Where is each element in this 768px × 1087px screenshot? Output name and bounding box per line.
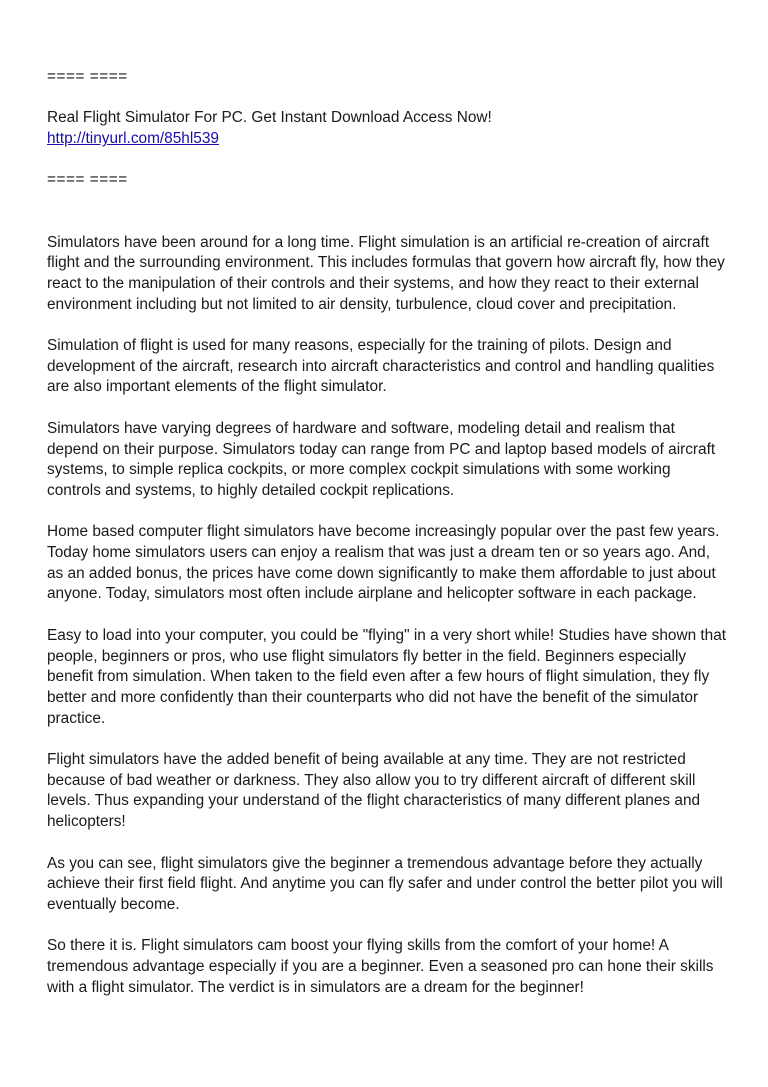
paragraph-7 xyxy=(47,854,727,916)
paragraph-text: As you can see, flight simulators give the beginner a tremendous advantage before they actually achieve their first field flight. And anytime you can fly safer and under control the better pilot you will eventually become. xyxy=(47,854,723,913)
spacer xyxy=(47,605,727,626)
paragraph-text: Flight simulators have the added benefit of being available at any time. They are not restricted because of bad weather or darkness. They also allow you to try different aircraft of different skill levels. Thus expanding your understand of the flight characteristics of many different planes and helicopters! xyxy=(47,751,701,831)
paragraph-text: So there it is. Flight simulators cam boost your flying skills from the comfort of your home! A tremendous advantage especially if you are a beginner. Even a seasoned pro can hone their skills with a flight simulator. The verdict is in simulators are a dream for the beginner! xyxy=(47,937,714,996)
document-body xyxy=(47,67,727,998)
spacer xyxy=(47,315,727,336)
paragraph-text: Easy to load into your computer, you could be "flying" in a very short while! Studies have shown that people, beginners or pros, who use flight simulators fly better in the field. Beginners especially benefit from simulation. When taken to the field even after a few hours of flight simulation, they fly better and more confidently than their counterparts who did not have the benefit of the simulator practice. xyxy=(47,626,727,727)
paragraph-1 xyxy=(47,233,727,316)
paragraph-2 xyxy=(47,336,727,398)
spacer xyxy=(47,88,727,109)
spacer xyxy=(47,502,727,523)
spacer xyxy=(47,729,727,750)
spacer xyxy=(47,191,727,232)
separator-bottom: ==== ==== xyxy=(47,171,128,189)
paragraph-8 xyxy=(47,936,727,998)
spacer xyxy=(47,398,727,419)
spacer xyxy=(47,833,727,854)
separator-top: ==== ==== xyxy=(47,68,128,85)
spacer xyxy=(47,150,727,171)
promo-link[interactable]: http://tinyurl.com/85hl539 xyxy=(47,130,219,148)
paragraph-5 xyxy=(47,626,727,730)
promo-line: Real Flight Simulator For PC. Get Instant Download Access Now! xyxy=(47,109,492,127)
paragraph-6 xyxy=(47,750,727,833)
paragraph-text: Home based computer flight simulators have become increasingly popular over the past few years. Today home simulators users can enjoy a realism that was just a dream ten or so years ago. And, as an added bonus, the prices have come down significantly to make them affordable to just about anyone. Today, simulators most often include airplane and helicopter software in each package. xyxy=(47,523,720,603)
paragraph-text: Simulators have been around for a long time. Flight simulation is an artificial re-creation of aircraft flight and the surrounding environment. This includes formulas that govern how aircraft fly, how they react to the manipulation of their controls and their systems, and how they react to their external environment including but not limited to air density, turbulence, cloud cover and precipitation. xyxy=(47,233,725,313)
paragraph-4 xyxy=(47,522,727,605)
paragraph-text: Simulators have varying degrees of hardware and software, modeling detail and realism that depend on their purpose. Simulators today can range from PC and laptop based models of aircraft systems, to simple replica cockpits, or more complex cockpit simulations with some working controls and systems, to highly detailed cockpit replications. xyxy=(47,419,716,499)
spacer xyxy=(47,916,727,937)
paragraph-text: Simulation of flight is used for many reasons, especially for the training of pilots. Design and development of the aircraft, research into aircraft characteristics and control and handling qualities are also important elements of the flight simulator. xyxy=(47,337,715,396)
paragraph-3 xyxy=(47,419,727,502)
